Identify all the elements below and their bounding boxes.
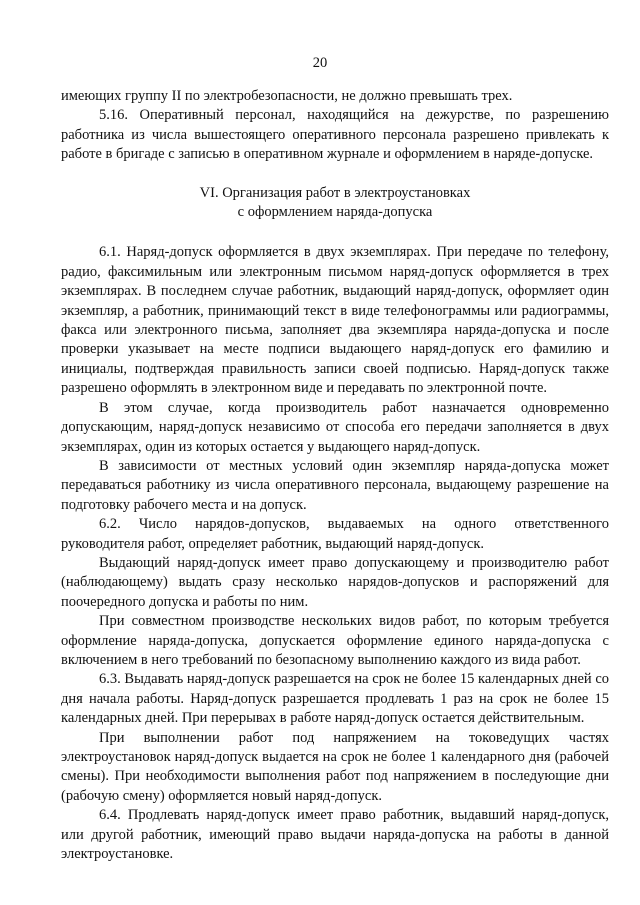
paragraph-6-1-note-2: В зависимости от местных условий один экземпляр наряда-допуска может передаваться работнику из числа оперативного персонала, выдающему разрешение на подготовку рабочего места и на допуск.: [61, 457, 609, 513]
paragraph-continuation: имеющих группу II по электробезопасности, не должно превышать трех.: [61, 88, 513, 104]
paragraph-6-2-note-1: Выдающий наряд-допуск имеет право допускающему и производителю работ (наблюдающему) выдать сразу несколько нарядов-допусков и распоряжений для поочередного допуска и работы по ним.: [61, 554, 609, 610]
paragraph-6-3-note-1: При выполнении работ под напряжением на токоведущих частях электроустановок наряд-допуск выдается на срок не более 1 календарного дня (рабочей смены). При необходимости выполнения работ под напряжением в последующие дни (рабочую смену) оформляется новый наряд-допуск.: [61, 729, 609, 804]
paragraph-6-3: 6.3. Выдавать наряд-допуск разрешается на срок не более 15 календарных дней со дня начала работы. Наряд-допуск разрешается продлевать 1 раз на срок не более 15 календарных дней. При перерывах в работе наряд-допуск остается действительным.: [61, 671, 609, 727]
paragraph-6-2-note-2: При совместном производстве нескольких видов работ, по которым требуется оформление наряда-допуска, допускается оформление единого наряда-допуска с включением в него требований по безопасному выполнению каждого из вида работ.: [61, 613, 609, 668]
section-title-line-1: VI. Организация работ в электроустановках: [199, 184, 471, 201]
paragraph-6-2: 6.2. Число нарядов-допусков, выдаваемых на одного ответственного руководителя работ, определяет работник, выдающий наряд-допуск.: [61, 516, 609, 552]
document-body: [61, 87, 609, 864]
page-number: 20: [312, 55, 328, 71]
paragraph-6-1: 6.1. Наряд-допуск оформляется в двух экземплярах. При передаче по телефону, радио, факсимильным или электронным письмом наряд-допуск оформляется в трех экземплярах. В последнем случае работник, выдающий наряд-допуск, оформляет один экземпляр, а работник, принимающий текст в виде телефонограммы или радиограммы, факса или электронного письма, заполняет два экземпляра наряда-допуска и после проверки указывает на месте подписи выдающего наряд-допуск его фамилию и инициалы, подтверждая правильность записи своей подписью. Наряд-допуск также разрешено оформлять в электронном виде и передавать по электронной почте.: [61, 244, 609, 397]
paragraph-5-16: 5.16. Оперативный персонал, находящийся на дежурстве, по разрешению работника из числа вышестоящего оперативного персонала разрешено привлекать к работе в бригаде с записью в оперативном журнале и оформлением в наряде-допуске.: [61, 107, 609, 163]
section-heading: [61, 184, 609, 223]
paragraph-6-1-note-1: В этом случае, когда производитель работ назначается одновременно допускающим, наряд-допуск независимо от способа его передачи заполняется в двух экземплярах, один из которых остается у выдающего наряд-допуск.: [61, 399, 609, 455]
paragraph-6-4: 6.4. Продлевать наряд-допуск имеет право работник, выдавший наряд-допуск, или другой работник, имеющий право выдачи наряда-допуска на работы в данной электроустановке.: [61, 807, 609, 863]
section-title-line-2: с оформлением наряда-допуска: [237, 204, 433, 221]
